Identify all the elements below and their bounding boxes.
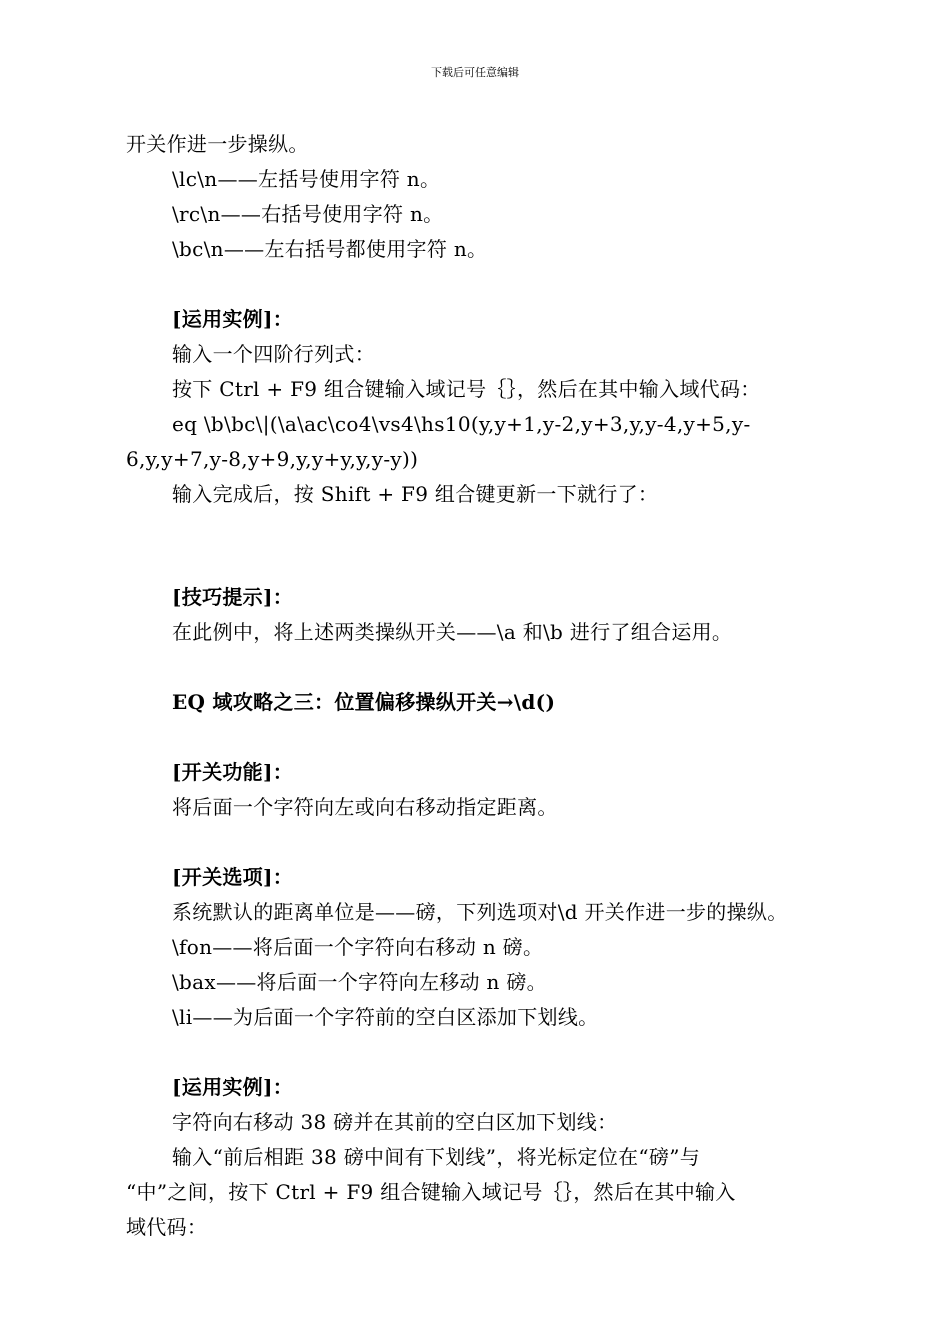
paragraph-line: 输入一个四阶行列式： [172, 342, 375, 366]
paragraph-line: \bc\n——左右括号都使用字符 n。 [172, 237, 488, 261]
section-heading: [开关选项]： [172, 865, 294, 889]
field-code-line: 6,y,y+7,y-8,y+9,y,y+y,y,y-y)) [126, 447, 419, 471]
paragraph-line: 按下 Ctrl + F9 组合键输入域记号｛｝，然后在其中输入域代码： [172, 377, 761, 401]
field-code-line: eq \b\bc\|(\a\ac\co4\vs4\hs10(y,y+1,y-2,y+3,y,y-4,y+5,y- [172, 412, 751, 436]
paragraph-line: 将后面一个字符向左或向右移动指定距离。 [172, 795, 558, 819]
chapter-heading: EQ 域攻略之三：位置偏移操纵开关→\d() [172, 690, 556, 714]
paragraph-line: \li——为后面一个字符前的空白区添加下划线。 [172, 1005, 599, 1029]
page-header: 下载后可任意编辑 [431, 66, 519, 79]
paragraph-line: \fon——将后面一个字符向右移动 n 磅。 [172, 935, 544, 959]
paragraph-line: \bax——将后面一个字符向左移动 n 磅。 [172, 970, 547, 994]
section-heading: [技巧提示]： [172, 585, 294, 609]
section-heading: [运用实例]： [172, 1075, 294, 1099]
paragraph-line: \rc\n——右括号使用字符 n。 [172, 202, 444, 226]
section-heading: [开关功能]： [172, 760, 294, 784]
paragraph-line: “中”之间，按下 Ctrl + F9 组合键输入域记号｛｝，然后在其中输入 [126, 1180, 736, 1204]
paragraph-line: 输入“前后相距 38 磅中间有下划线”，将光标定位在“磅”与 [172, 1145, 701, 1169]
paragraph-line: 开关作进一步操纵。 [126, 132, 309, 156]
paragraph-line: 系统默认的距离单位是——磅，下列选项对\d 开关作进一步的操纵。 [172, 900, 788, 924]
paragraph-line: 字符向右移动 38 磅并在其前的空白区加下划线： [172, 1110, 618, 1134]
section-heading: [运用实例]： [172, 307, 294, 331]
paragraph-line: 在此例中，将上述两类操纵开关——\a 和\b 进行了组合运用。 [172, 620, 733, 644]
paragraph-line: 域代码： [126, 1215, 208, 1239]
paragraph-line: 输入完成后，按 Shift + F9 组合键更新一下就行了： [172, 482, 659, 506]
paragraph-line: \lc\n——左括号使用字符 n。 [172, 167, 441, 191]
